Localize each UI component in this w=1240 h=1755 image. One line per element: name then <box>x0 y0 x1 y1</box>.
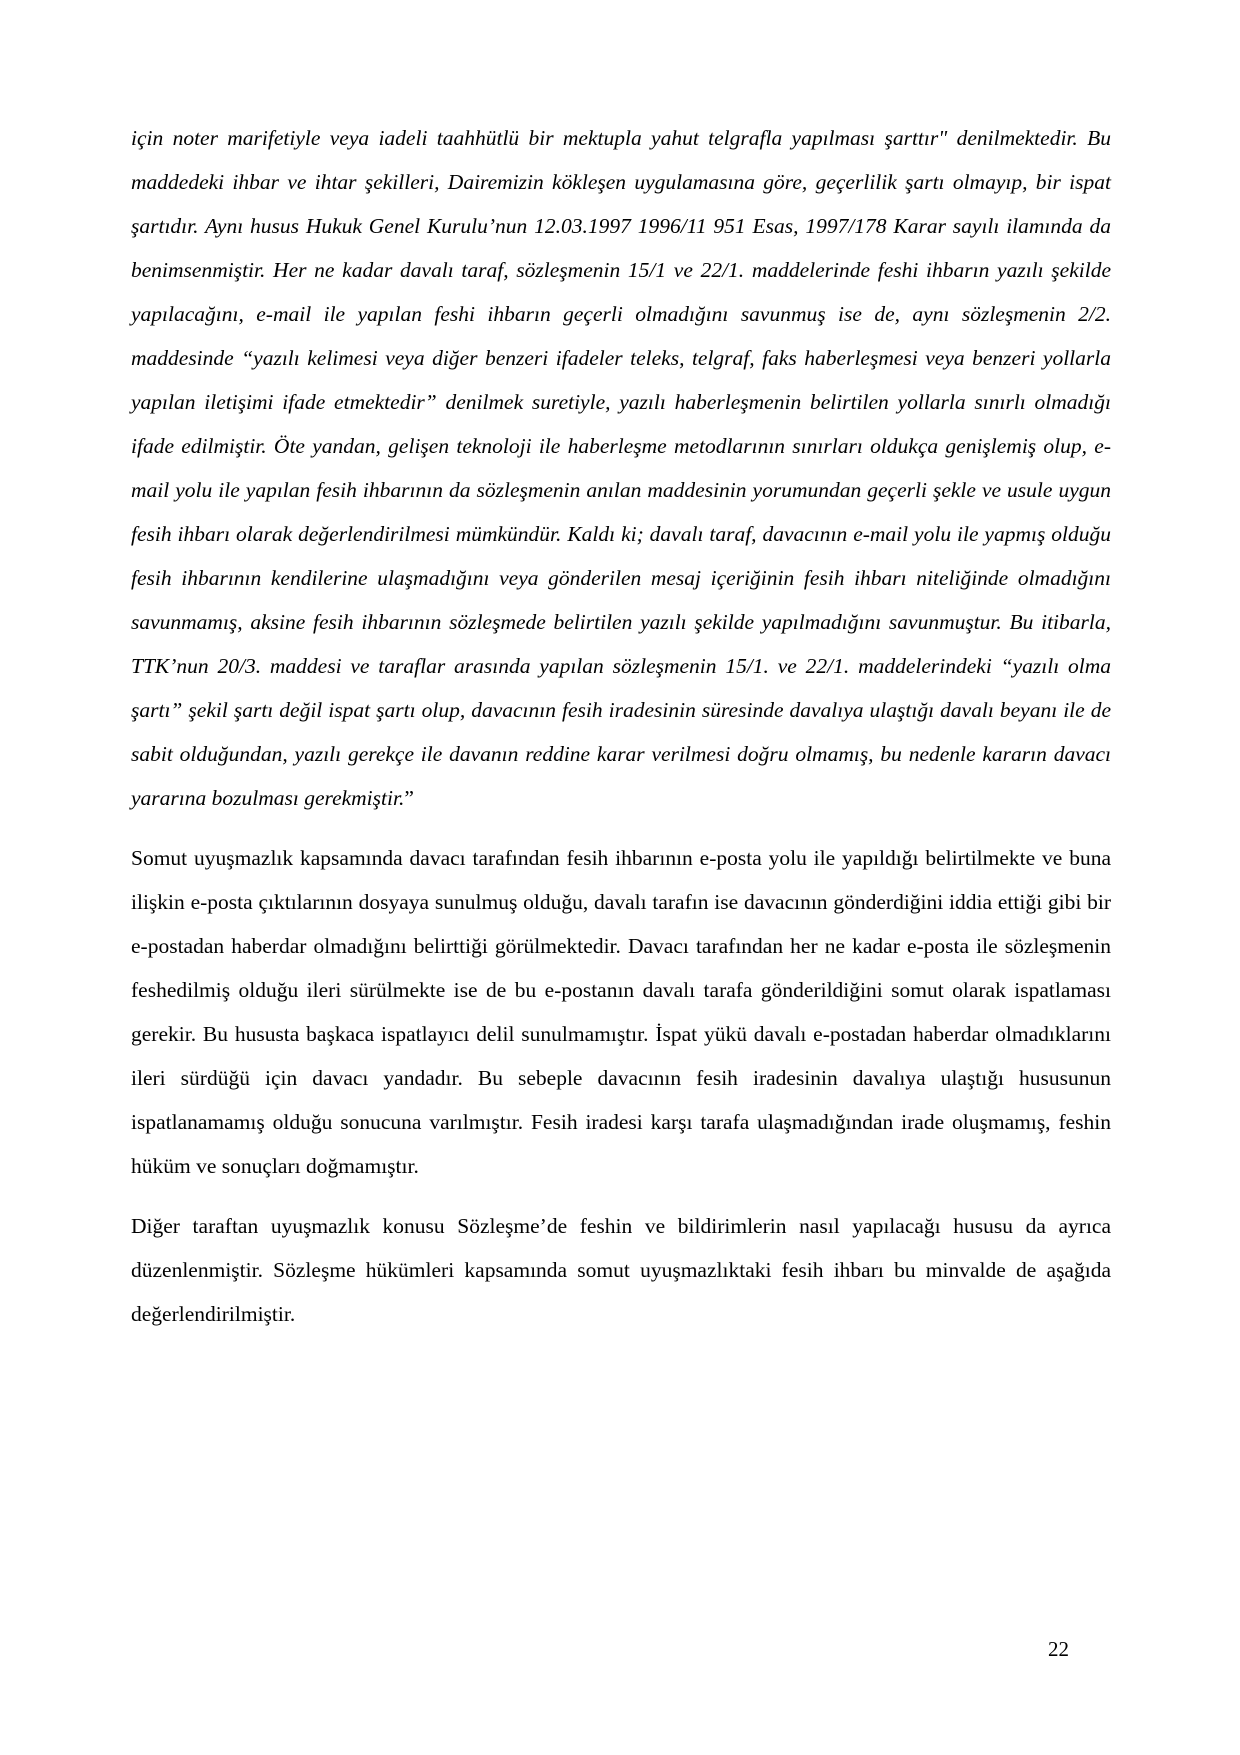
quote-text: için noter marifetiyle veya iadeli taahhütlü bir mektupla yahut telgrafla yapılması şarttır" denilmektedir. Bu maddedeki ihbar ve ihtar şekilleri, Dairemizin kökleşen uygulamasına göre, geçerlilik şartı olmayıp, bir ispat şartıdır. Aynı husus Hukuk Genel Kurulu’nun 12.03.1997 1996/11 951 Esas, 1997/178 Karar sayılı ilamında da benimsenmiştir. Her ne kadar davalı taraf, sözleşmenin 15/1 ve 22/1. maddelerinde feshi ihbarın yazılı şekilde yapılacağını, e-mail ile yapılan feshi ihbarın geçerli olmadığını savunmuş ise de, aynı sözleşmenin 2/2. maddesinde “yazılı kelimesi veya diğer benzeri ifadeler teleks, telgraf, faks haberleşmesi veya benzeri yollarla yapılan iletişimi ifade etmektedir” denilmek suretiyle, yazılı haberleşmenin belirtilen yollarla sınırlı olmadığı ifade edilmiştir. Öte yandan, gelişen teknoloji ile haberleşme metodlarının sınırları oldukça genişlemiş olup, e-mail yolu ile yapılan fesih ihbarının da sözleşmenin anılan maddesinin yorumundan geçerli şekle ve usule uygun fesih ihbarı olarak değerlendirilmesi mümkündür. Kaldı ki; davalı taraf, davacının e-mail yolu ile yapmış olduğu fesih ihbarının kendilerine ulaşmadığını veya gönderilen mesaj içeriğinin fesih ihbarı niteliğinde olmadığını savunmamış, aksine fesih ihbarının sözleşmede belirtilen yazılı şekilde yapılmadığını savunmuştur. Bu itibarla, TTK’nun 20/3. maddesi ve taraflar arasında yapılan sözleşmenin 15/1. ve 22/1. maddelerindeki “yazılı olma şartı” şekil şartı değil ispat şartı olup, davacının fesih iradesinin süresinde davalıya ulaştığı davalı beyanı ile de sabit olduğundan, yazılı gerekçe ile davanın reddine karar verilmesi doğru olmamış, bu nedenle kararın davacı yararına bozulması gerekmiştir. <box>131 126 1111 810</box>
body-paragraph-1: Somut uyuşmazlık kapsamında davacı tarafından fesih ihbarının e-posta yolu ile yapıldığı belirtilmekte ve buna ilişkin e-posta çıktılarının dosyaya sunulmuş olduğu, davalı tarafın ise davacının gönderdiğini iddia ettiği gibi bir e-postadan haberdar olmadığını belirttiği görülmektedir. Davacı tarafından her ne kadar e-posta ile sözleşmenin feshedilmiş olduğu ileri sürülmekte ise de bu e-postanın davalı tarafa gönderildiğini somut olarak ispatlaması gerekir. Bu hususta başkaca ispatlayıcı delil sunulmamıştır. İspat yükü davalı e-postadan haberdar olmadıklarını ileri sürdüğü için davacı yandadır. Bu sebeple davacının fesih iradesinin davalıya ulaştığı hususunun ispatlanamamış olduğu sonucuna varılmıştır. Fesih iradesi karşı tarafa ulaşmadığından irade oluşmamış, feshin hüküm ve sonuçları doğmamıştır. <box>131 846 1111 1178</box>
page-content <box>131 116 1111 1352</box>
quote-closing-mark: ” <box>404 786 414 810</box>
page-number: 22 <box>1048 1637 1069 1661</box>
body-paragraph-2: Diğer taraftan uyuşmazlık konusu Sözleşme’de feshin ve bildirimlerin nasıl yapılacağı hususu da ayrıca düzenlenmiştir. Sözleşme hükümleri kapsamında somut uyuşmazlıktaki fesih ihbarı bu minvalde de aşağıda değerlendirilmiştir. <box>131 1214 1111 1326</box>
quoted-court-decision-paragraph <box>131 116 1111 820</box>
